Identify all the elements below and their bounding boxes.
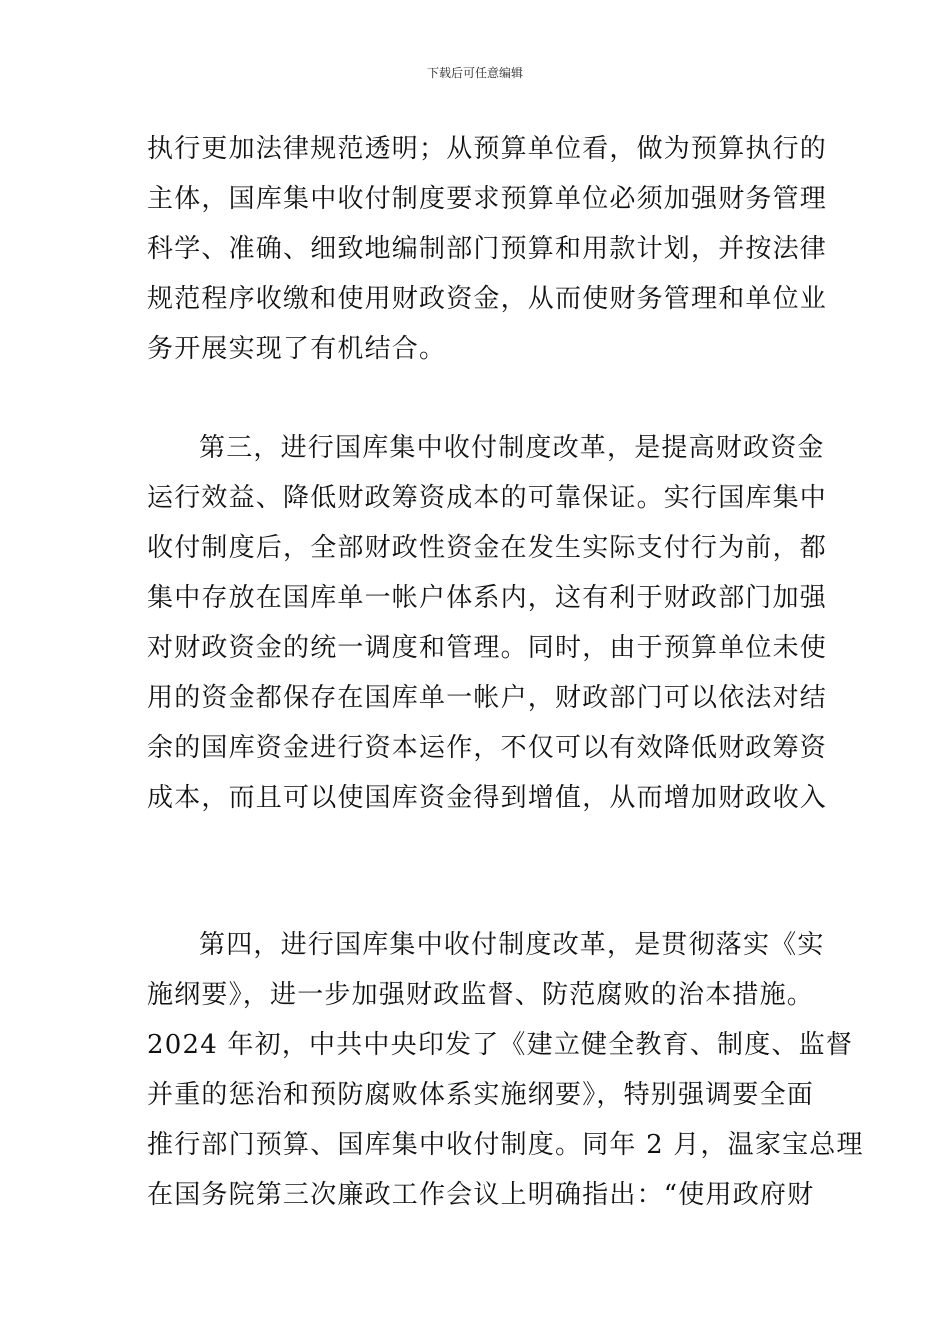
text-line: 推行部门预算、国库集中收付制度。同年 2 月，温家宝总理 bbox=[147, 1130, 864, 1160]
text-line: 务开展实现了有机结合。 bbox=[147, 334, 447, 364]
text-line: 集中存放在国库单一帐户体系内，这有利于财政部门加强 bbox=[147, 583, 828, 613]
text-line: 余的国库资金进行资本运作，不仅可以有效降低财政筹资 bbox=[147, 733, 828, 763]
text-line: 规范程序收缴和使用财政资金，从而使财务管理和单位业 bbox=[147, 284, 828, 314]
text-line: 第四，进行国库集中收付制度改革，是贯彻落实《实 bbox=[199, 930, 825, 960]
text-line: 施纲要》，进一步加强财政监督、防范腐败的治本措施。 bbox=[147, 980, 815, 1010]
text-line: 并重的惩治和预防腐败体系实施纲要》，特别强调要全面 bbox=[147, 1080, 815, 1110]
text-line: 对财政资金的统一调度和管理。同时，由于预算单位未使 bbox=[147, 633, 828, 663]
text-line: 成本，而且可以使国库资金得到增值，从而增加财政收入 bbox=[147, 783, 828, 813]
text-line: 收付制度后，全部财政性资金在发生实际支付行为前，都 bbox=[147, 533, 828, 563]
text-line: 第三，进行国库集中收付制度改革，是提高财政资金 bbox=[199, 433, 825, 463]
text-line: 2024 年初，中共中央印发了《建立健全教育、制度、监督 bbox=[147, 1030, 854, 1060]
page-header: 下载后可任意编辑 bbox=[426, 66, 523, 80]
text-line: 运行效益、降低财政筹资成本的可靠保证。实行国库集中 bbox=[147, 483, 828, 513]
text-line: 主体，国库集中收付制度要求预算单位必须加强财务管理 bbox=[147, 184, 828, 214]
text-line: 用的资金都保存在国库单一帐户，财政部门可以依法对结 bbox=[147, 683, 828, 713]
text-line: 科学、准确、细致地编制部门预算和用款计划，并按法律 bbox=[147, 234, 828, 264]
text-line: 在国务院第三次廉政工作会议上明确指出：“使用政府财 bbox=[147, 1180, 815, 1210]
text-line: 执行更加法律规范透明；从预算单位看，做为预算执行的 bbox=[147, 134, 828, 164]
